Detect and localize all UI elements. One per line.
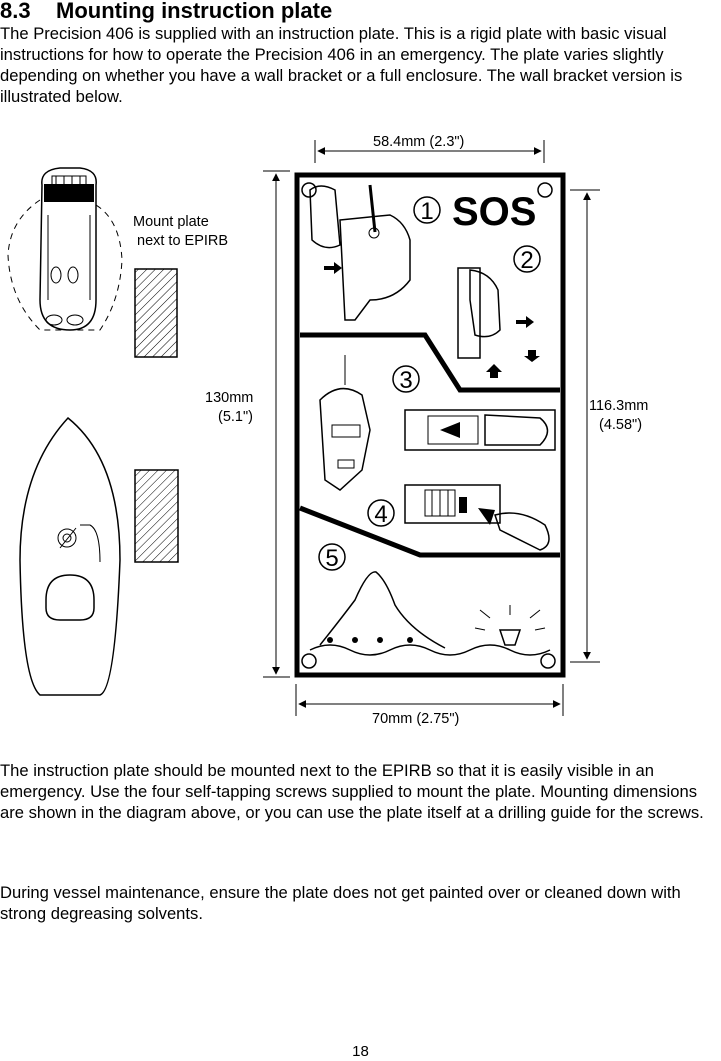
plate-position-marker-top	[135, 269, 177, 357]
section-number: 8.3	[0, 0, 31, 23]
maintenance-paragraph: During vessel maintenance, ensure the plate does not get painted over or cleaned down with strong degreasing solvents.	[0, 883, 681, 923]
dim-right-inch: (4.58")	[599, 417, 643, 433]
dim-top-label: 58.4mm (2.3")	[373, 134, 465, 150]
mounting-paragraph: The instruction plate should be mounted next to the EPIRB so that it is easily visible in an emergency. Use the four self-tapping screws supplied to mount the plate. Mounting dimensions are shown in the diagram above, or you can use the plate itself at a drilling guide for the screws.	[0, 761, 704, 822]
epirb-enclosure-illustration	[20, 418, 120, 695]
page-number: 18	[352, 1043, 369, 1060]
plate-sos-text: SOS	[452, 190, 537, 234]
dimension-top	[315, 134, 544, 163]
section-title: Mounting instruction plate	[56, 0, 333, 23]
step-number-3: 3	[399, 367, 413, 394]
dimension-right	[570, 190, 648, 662]
dim-bottom-label: 70mm (2.75")	[372, 711, 460, 727]
plate-position-marker-bottom	[135, 470, 178, 562]
instruction-plate	[297, 175, 563, 675]
dim-left-inch: (5.1")	[218, 409, 253, 425]
step-number-5: 5	[325, 545, 339, 572]
dimension-bottom	[296, 684, 563, 727]
epirb-bracket-illustration	[8, 168, 122, 330]
mount-label-line1: Mount plate	[133, 214, 209, 230]
mount-label-line2: next to EPIRB	[137, 233, 229, 249]
dim-right-value: 116.3mm	[589, 398, 649, 414]
step-number-4: 4	[374, 501, 388, 528]
step-number-1: 1	[420, 198, 434, 225]
dim-left-value: 130mm	[205, 390, 254, 406]
intro-paragraph: The Precision 406 is supplied with an instruction plate. This is a rigid plate with basic visual instructions for how to operate the Precision 406 in an emergency. The plate varies slightly depending on whether you have a wall bracket or a full enclosure. The wall bracket version is illustrated below.	[0, 24, 683, 106]
step-number-2: 2	[520, 247, 534, 274]
